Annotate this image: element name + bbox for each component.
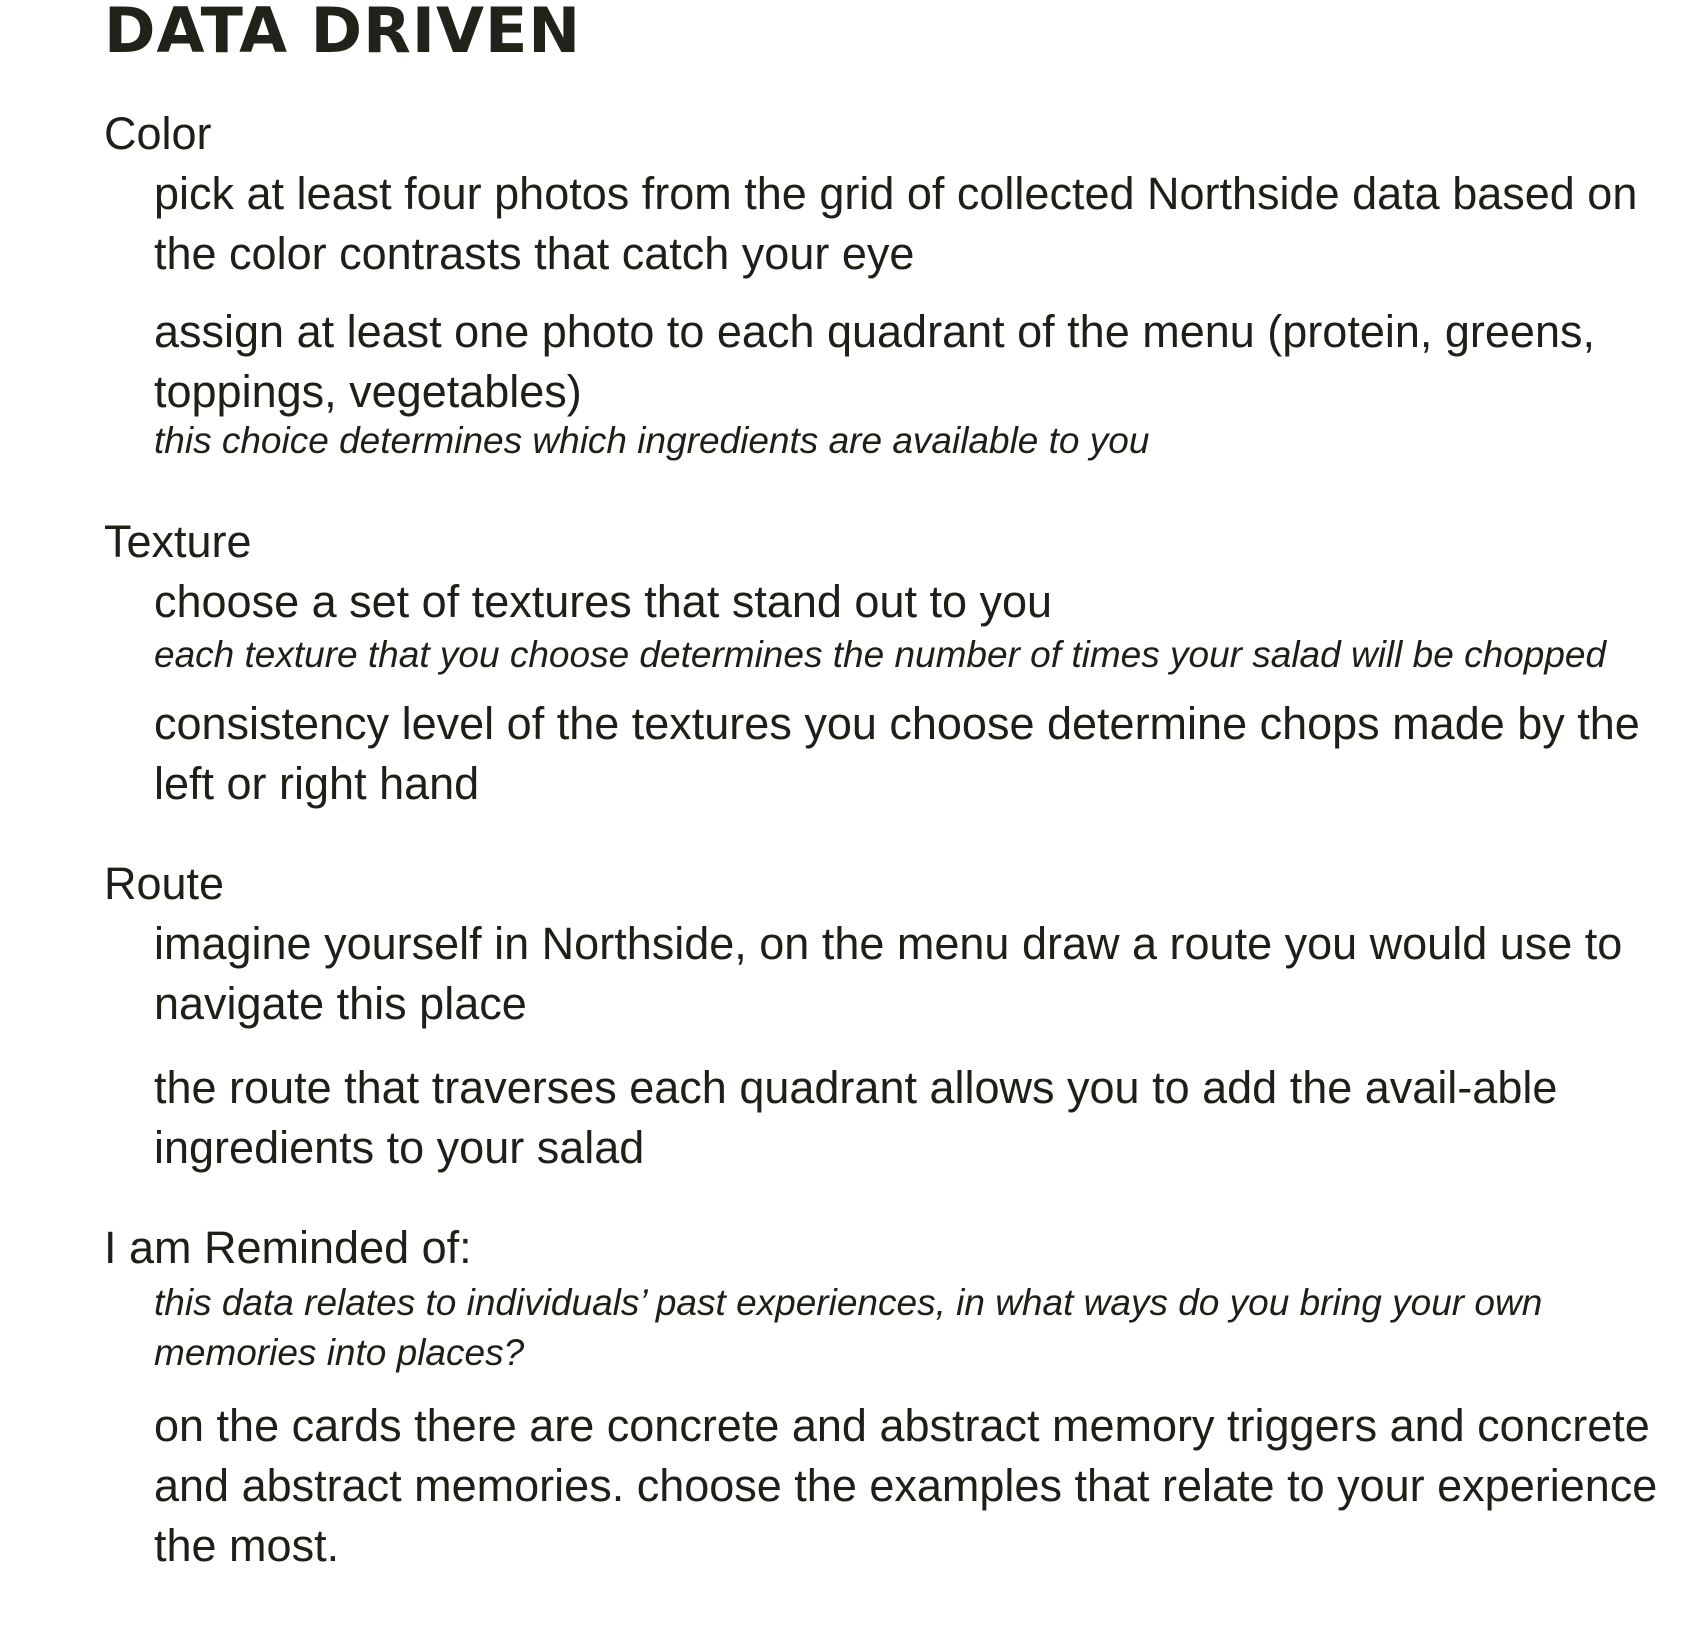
section-route <box>104 854 1664 1178</box>
color-instruction-2: assign at least one photo to each quadrant of the menu (protein, greens, toppings, vegetables) <box>154 306 1595 417</box>
reminded-note: this data relates to individuals’ past experiences, in what ways do you bring your own memories into places? <box>154 1282 1543 1373</box>
texture-instruction-2: consistency level of the textures you choose determine chops made by the left or right hand <box>154 698 1640 809</box>
color-instruction-1: pick at least four photos from the grid of collected Northside data based on the color contrasts that catch your eye <box>154 168 1638 279</box>
section-body-reminded <box>104 1278 1664 1576</box>
texture-instruction-1: choose a set of textures that stand out to you <box>154 576 1053 627</box>
section-body-color <box>104 164 1664 466</box>
page-title: DATA DRIVEN <box>104 0 582 67</box>
texture-note: each texture that you choose determines the number of times your salad will be chopped <box>154 634 1607 675</box>
section-reminded <box>104 1218 1664 1576</box>
section-heading-texture: Texture <box>104 516 252 567</box>
route-instruction-2: the route that traverses each quadrant allows you to add the avail-able ingredients to your salad <box>154 1062 1558 1173</box>
section-color <box>104 104 1664 466</box>
color-note: this choice determines which ingredients are available to you <box>154 420 1150 461</box>
section-texture <box>104 512 1664 814</box>
reminded-instruction-1: on the cards there are concrete and abstract memory triggers and concrete and abstract memories. choose the examples that relate to your experience the most. <box>154 1400 1658 1571</box>
route-instruction-1: imagine yourself in Northside, on the menu draw a route you would use to navigate this place <box>154 918 1623 1029</box>
section-heading-route: Route <box>104 858 225 909</box>
section-heading-reminded: I am Reminded of: <box>104 1222 472 1273</box>
section-heading-color: Color <box>104 108 212 159</box>
section-body-texture <box>104 572 1664 814</box>
document-page <box>104 0 1664 1576</box>
section-body-route <box>104 914 1664 1178</box>
